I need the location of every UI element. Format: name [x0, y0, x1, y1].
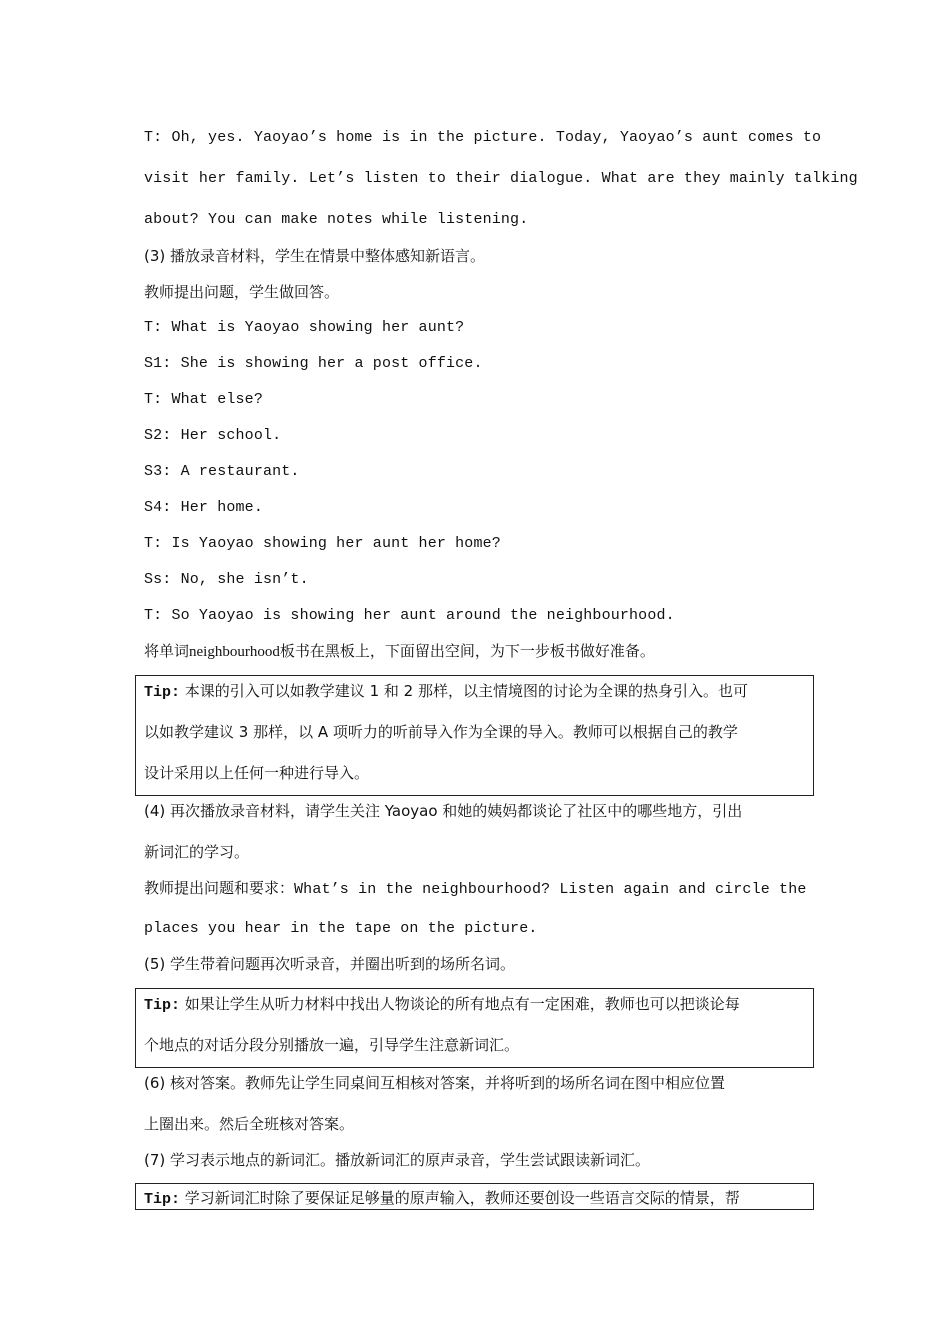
dialogue-line: T: So Yaoyao is showing her aunt around the neighbourhood. — [144, 607, 675, 624]
teacher-req-question: What’s in the neighbourhood? Listen again and circle the — [294, 881, 807, 898]
step6-line1: (6) 核对答案。教师先让学生同桌间互相核对答案，并将听到的场所名词在图中相应位置 — [144, 1074, 726, 1092]
dialogue-line: T: What else? — [144, 391, 263, 408]
tip-label: Tip: — [144, 684, 181, 701]
tip1-line3: 设计采用以上任何一种进行导入。 — [144, 764, 370, 782]
tip1-line1 — [144, 681, 748, 703]
step7-text: (7) 学习表示地点的新词汇。播放新词汇的原声录音，学生尝试跟读新词汇。 — [144, 1151, 651, 1169]
tip1-line2: 以如教学建议 3 那样，以 A 项听力的听前导入作为全课的导入。教师可以根据自己的教学 — [144, 723, 738, 741]
teacher-req-pre: 教师提出问题和要求： — [144, 879, 295, 897]
dialogue-line: Ss: No, she isn’t. — [144, 571, 309, 588]
step6-line2: 上圈出来。然后全班核对答案。 — [144, 1115, 355, 1133]
tip-box-1 — [135, 675, 814, 796]
dialogue-line: S1: She is showing her a post office. — [144, 355, 483, 372]
board-note — [144, 641, 655, 662]
dialogue-line: S4: Her home. — [144, 499, 263, 516]
dialogue-line: T: What is Yaoyao showing her aunt? — [144, 319, 465, 336]
tip3-line1 — [144, 1188, 740, 1210]
teacher-req-line1 — [144, 878, 807, 900]
tip-box-2 — [135, 988, 814, 1068]
tip1-text: 本课的引入可以如教学建议 1 和 2 那样，以主情境图的讨论为全课的热身引入。也可 — [184, 682, 748, 700]
step3-text: (3) 播放录音材料，学生在情景中整体感知新语言。 — [144, 247, 486, 265]
tip-label: Tip: — [144, 1191, 181, 1208]
board-note-word: neighbourhood — [189, 644, 280, 660]
step4-line1: (4) 再次播放录音材料，请学生关注 Yaoyao 和她的姨妈都谈论了社区中的哪些地方，引出 — [144, 802, 743, 820]
tip3-text: 学习新词汇时除了要保证足够量的原声输入，教师还要创设一些语言交际的情景，帮 — [184, 1189, 740, 1207]
para1-line3: about? You can make notes while listening. — [144, 211, 529, 228]
board-note-post: 板书在黑板上，下面留出空间，为下一步板书做好准备。 — [279, 642, 655, 660]
tip2-line2: 个地点的对话分段分别播放一遍，引导学生注意新词汇。 — [144, 1036, 520, 1054]
para1-line1: T: Oh, yes. Yaoyao’s home is in the picture. Today, Yaoyao’s aunt comes to — [144, 129, 822, 146]
step5-text: (5) 学生带着问题再次听录音，并圈出听到的场所名词。 — [144, 955, 516, 973]
step4-line2: 新词汇的学习。 — [144, 843, 250, 861]
dialogue-line: S2: Her school. — [144, 427, 282, 444]
dialogue-line: S3: A restaurant. — [144, 463, 300, 480]
teacher-req-line2: places you hear in the tape on the picture. — [144, 920, 538, 937]
dialogue-line: T: Is Yaoyao showing her aunt her home? — [144, 535, 501, 552]
tip-label: Tip: — [144, 997, 181, 1014]
tip2-text: 如果让学生从听力材料中找出人物谈论的所有地点有一定困难，教师也可以把谈论每 — [184, 995, 740, 1013]
tip-box-3 — [135, 1183, 814, 1210]
board-note-pre: 将单词 — [144, 642, 190, 660]
teacher-asks-text: 教师提出问题，学生做回答。 — [144, 283, 340, 301]
tip2-line1 — [144, 994, 740, 1016]
para1-line2: visit her family. Let’s listen to their dialogue. What are they mainly talking — [144, 170, 858, 187]
